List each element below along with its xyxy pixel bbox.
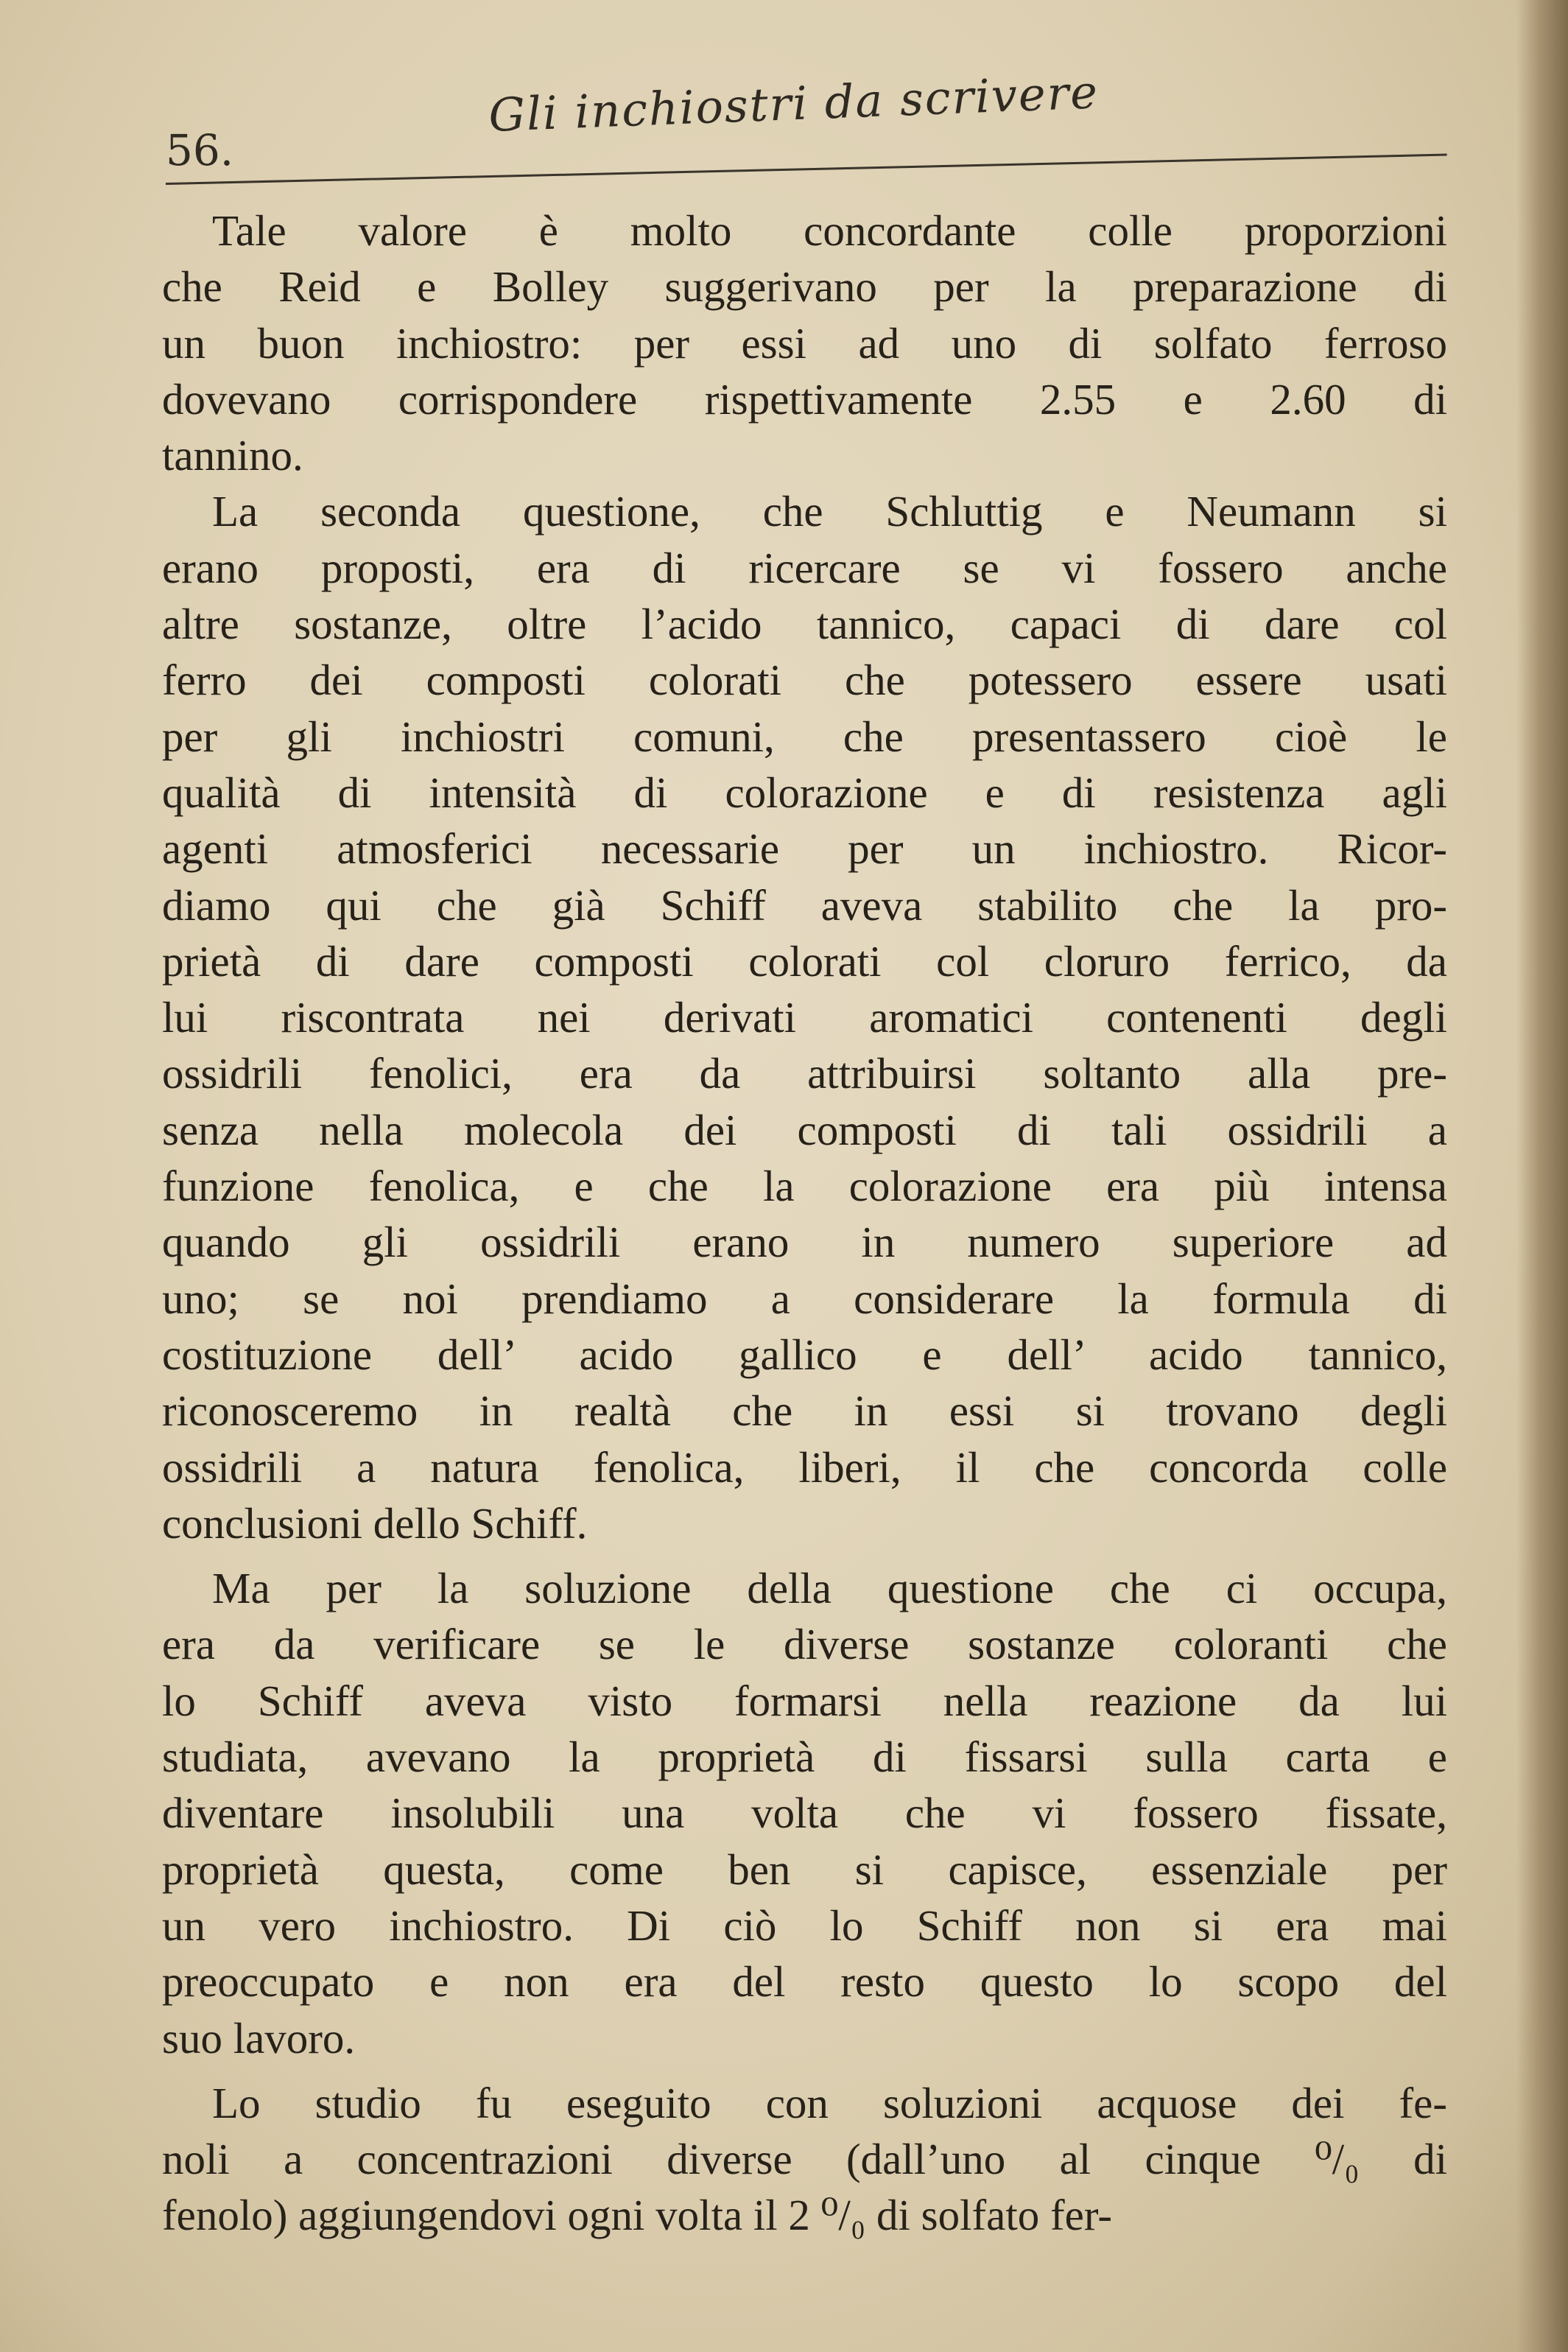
running-title: Gli inchiostri da scrivere (488, 65, 1100, 142)
text-line: un buon inchiostro: per essi ad uno di solfato ferroso (162, 318, 1447, 368)
page-header (166, 65, 1447, 199)
text-line: erano proposti, era di ricercare se vi fossero anche (162, 543, 1447, 592)
text-line: fenolo) aggiungendovi ogni volta il 2 ⁰/₀ di solfato fer- (162, 2191, 1112, 2240)
text-line: tannino. (162, 431, 303, 480)
text-line: per gli inchiostri comuni, che presentassero cioè le (162, 712, 1447, 761)
body-text (162, 203, 1447, 2244)
paragraph (162, 203, 1447, 483)
page-edge-shadow (1516, 0, 1568, 2352)
text-line: dovevano corrispondere rispettivamente 2.55 e 2.60 di (162, 374, 1447, 424)
text-line: senza nella molecola dei composti di tali ossidrili a (162, 1105, 1447, 1154)
text-line: noli a concentrazioni diverse (dall’uno al cinque ⁰/₀ di (162, 2135, 1447, 2184)
page-number: 56. (166, 125, 234, 175)
text-line: Ma per la soluzione della questione che ci occupa, (212, 1564, 1447, 1613)
text-line: era da verificare se le diverse sostanze coloranti che (162, 1620, 1447, 1669)
text-line: ossidrili a natura fenolica, liberi, il che concorda colle (162, 1442, 1447, 1492)
text-line: ferro dei composti colorati che potessero essere usati (162, 656, 1447, 705)
paragraph-gap (162, 1551, 1447, 1560)
text-line: diamo qui che già Schiff aveva stabilito che la pro- (162, 880, 1447, 930)
text-line: proprietà questa, come ben si capisce, essenziale per (162, 1844, 1447, 1894)
text-line: suo lavoro. (162, 2013, 356, 2063)
text-line: agenti atmosferici necessarie per un inchiostro. Ricor- (162, 824, 1447, 874)
text-line: che Reid e Bolley suggerivano per la preparazione di (162, 262, 1447, 312)
paragraph-gap (162, 2066, 1447, 2075)
text-line: Lo studio fu eseguito con soluzioni acquose dei fe- (212, 2078, 1447, 2127)
text-line: conclusioni dello Schiff. (162, 1498, 588, 1548)
text-line: qualità di intensità di colorazione e di resistenza agli (162, 768, 1447, 817)
paragraph (162, 483, 1447, 1551)
text-line: quando gli ossidrili erano in numero superiore ad (162, 1218, 1447, 1267)
text-line: uno; se noi prendiamo a considerare la formula di (162, 1274, 1447, 1323)
text-line: funzione fenolica, e che la colorazione era più intensa (162, 1162, 1447, 1211)
text-line: La seconda questione, che Schluttig e Neumann si (212, 487, 1447, 536)
text-line: un vero inchiostro. Di ciò lo Schiff non si era mai (162, 1900, 1447, 1950)
text-line: prietà di dare composti colorati col cloruro ferrico, da (162, 936, 1447, 986)
text-line: riconosceremo in realtà che in essi si trovano degli (162, 1386, 1447, 1436)
text-line: studiata, avevano la proprietà di fissarsi sulla carta e (162, 1733, 1447, 1782)
text-line: lo Schiff aveva visto formarsi nella reazione da lui (162, 1676, 1447, 1725)
text-line: costituzione dell’ acido gallico e dell’ acido tannico, (162, 1330, 1447, 1379)
text-line: preoccupato e non era del resto questo lo scopo del (162, 1957, 1447, 2007)
text-line: lui riscontrata nei derivati aromatici contenenti degli (162, 993, 1447, 1042)
text-line: altre sostanze, oltre l’acido tannico, capaci di dare col (162, 600, 1447, 649)
text-line: ossidrili fenolici, era da attribuirsi soltanto alla pre- (162, 1049, 1447, 1098)
text-line: diventare insolubili una volta che vi fossero fissate, (162, 1788, 1447, 1838)
paragraph (162, 1560, 1447, 2066)
header-rule (166, 154, 1447, 185)
paragraph (162, 2075, 1447, 2244)
text-line: Tale valore è molto concordante colle proporzioni (212, 206, 1447, 255)
